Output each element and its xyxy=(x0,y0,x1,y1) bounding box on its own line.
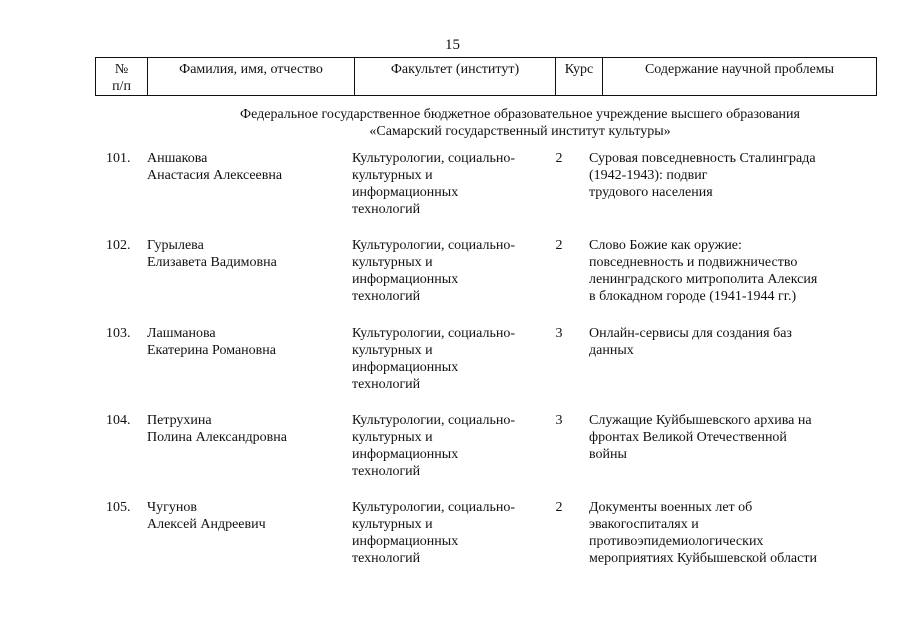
entry-topic-line: фронтах Великой Отечественной xyxy=(589,430,787,445)
entry-topic-line: трудового населения xyxy=(589,185,713,200)
entry-faculty-line: Культурологии, социально- xyxy=(352,151,516,166)
entry-faculty-line: технологий xyxy=(352,464,421,479)
entry-number: 103. xyxy=(106,326,131,341)
entry-faculty-line: Культурологии, социально- xyxy=(352,413,516,428)
entry-faculty-line: Культурологии, социально- xyxy=(352,326,516,341)
header-faculty-cell: Факультет (институт) xyxy=(355,58,556,96)
entry-name-line: Лашманова xyxy=(147,326,216,341)
entry-faculty-line: культурных и xyxy=(352,168,433,183)
entry-topic-line: ленинградского митрополита Алексия xyxy=(589,272,818,287)
entry-name-line: Екатерина Романовна xyxy=(147,343,276,358)
entry-faculty-line: культурных и xyxy=(352,255,433,270)
entry-faculty xyxy=(352,499,542,567)
entry-topic-line: (1942-1943): подвиг xyxy=(589,168,708,183)
entry-topic xyxy=(589,325,849,359)
entry-course: 3 xyxy=(555,413,563,428)
entry-topic-line: повседневность и подвижничество xyxy=(589,255,798,270)
entry-faculty-line: культурных и xyxy=(352,430,433,445)
entry-number: 101. xyxy=(106,151,131,166)
entry-topic-line: в блокадном городе (1941-1944 гг.) xyxy=(589,289,797,304)
entry-faculty-line: информационных xyxy=(352,360,459,375)
entry-name-line: Елизавета Вадимовна xyxy=(147,255,277,270)
institution-title xyxy=(95,106,905,140)
entry-topic-line: Служащие Куйбышевского архива на xyxy=(589,413,812,428)
entry-topic xyxy=(589,412,849,463)
entry-course: 2 xyxy=(555,238,563,253)
table-header xyxy=(95,57,877,96)
entry-faculty xyxy=(352,325,542,393)
entry-faculty xyxy=(352,412,542,480)
entry-faculty-line: информационных xyxy=(352,447,459,462)
entry-name xyxy=(147,325,347,359)
header-course-cell: Курс xyxy=(556,58,603,96)
entry-topic-line: Слово Божие как оружие: xyxy=(589,238,742,253)
header-name-cell: Фамилия, имя, отчество xyxy=(148,58,355,96)
entry-topic-line: Суровая повседневность Сталинграда xyxy=(589,151,816,166)
page-number: 15 xyxy=(445,37,460,53)
entry-course: 3 xyxy=(555,326,563,341)
entry-name-line: Анастасия Алексеевна xyxy=(147,168,283,183)
entry-faculty-line: культурных и xyxy=(352,343,433,358)
entry-topic-line: Онлайн-сервисы для создания баз xyxy=(589,326,792,341)
entry-faculty-line: технологий xyxy=(352,202,421,217)
entry-topic xyxy=(589,237,849,305)
entry-topic xyxy=(589,150,849,201)
entry-faculty-line: Культурологии, социально- xyxy=(352,500,516,515)
header-num-line: № xyxy=(114,62,129,77)
entry-number: 102. xyxy=(106,238,131,253)
entry-topic-line: Документы военных лет об xyxy=(589,500,753,515)
entry-name-line: Петрухина xyxy=(147,413,212,428)
entry-name-line: Аншакова xyxy=(147,151,208,166)
entry-name-line: Алексей Андреевич xyxy=(147,517,266,532)
entry-course: 2 xyxy=(555,151,563,166)
entry-topic-line: эвакогоспиталях и xyxy=(589,517,699,532)
entry-faculty xyxy=(352,150,542,218)
institution-line: Федеральное государственное бюджетное образовательное учреждение высшего образования xyxy=(240,107,800,122)
entry-name-line: Гурылева xyxy=(147,238,204,253)
header-topic-cell: Содержание научной проблемы xyxy=(603,58,877,96)
header-num-cell xyxy=(96,58,148,96)
entry-name xyxy=(147,412,347,446)
entry-faculty-line: информационных xyxy=(352,534,459,549)
entry-topic-line: мероприятиях Куйбышевской области xyxy=(589,551,817,566)
entry-name xyxy=(147,237,347,271)
entry-course: 2 xyxy=(555,500,563,515)
institution-line: «Самарский государственный институт культуры» xyxy=(369,124,671,139)
entry-topic-line: войны xyxy=(589,447,627,462)
entry-faculty-line: информационных xyxy=(352,185,459,200)
entry-number: 105. xyxy=(106,500,131,515)
entry-faculty-line: информационных xyxy=(352,272,459,287)
entry-faculty-line: Культурологии, социально- xyxy=(352,238,516,253)
entry-name xyxy=(147,150,347,184)
entry-topic xyxy=(589,499,849,567)
entry-faculty xyxy=(352,237,542,305)
entry-number: 104. xyxy=(106,413,131,428)
entry-faculty-line: технологий xyxy=(352,289,421,304)
entry-topic-line: данных xyxy=(589,343,634,358)
entry-faculty-line: технологий xyxy=(352,551,421,566)
entry-name-line: Чугунов xyxy=(147,500,197,515)
entry-faculty-line: технологий xyxy=(352,377,421,392)
entry-topic-line: противоэпидемиологических xyxy=(589,534,764,549)
entry-name-line: Полина Александровна xyxy=(147,430,287,445)
entry-name xyxy=(147,499,347,533)
entry-faculty-line: культурных и xyxy=(352,517,433,532)
header-num-line: п/п xyxy=(112,79,131,94)
